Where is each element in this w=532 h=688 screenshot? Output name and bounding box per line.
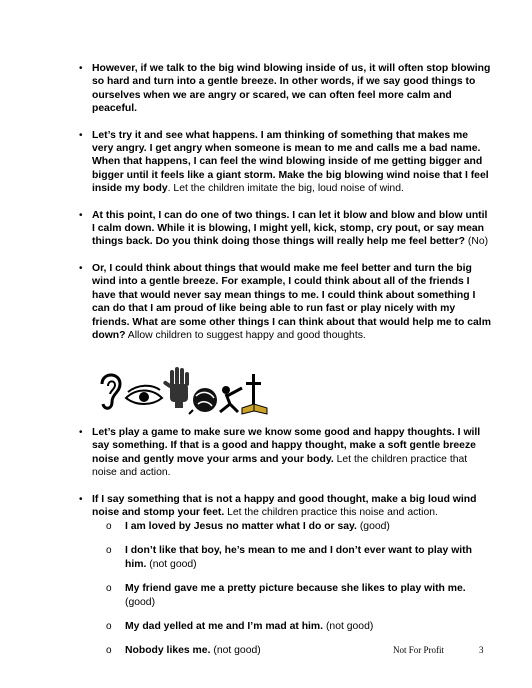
bullet-normal-text: Allow children to suggest happy and good thoughts. <box>125 329 366 341</box>
bible-cross-icon <box>242 374 267 414</box>
bullet-item <box>79 62 492 116</box>
sub-list-item <box>106 544 495 571</box>
bullet-dot: • <box>79 262 83 274</box>
bullet-normal-text: (No) <box>464 236 489 248</box>
sub-bold-text: My friend gave me a pretty picture because she likes to play with me. <box>125 583 466 595</box>
bullet-dot: • <box>79 493 83 505</box>
bullet-bold-text: At this point, I can do one of two things. I can let it blow and blow and blow until I calm down. While it is blowing, I might yell, kick, stomp, cry pout, or say mean things back. Do you think doing those things will really help me feel better? <box>92 209 488 248</box>
bullet-normal-text: Let the children practice this noise and action. <box>224 507 438 519</box>
bullet-bold-text: However, if we talk to the big wind blowing inside of us, it will often stop blowing so hard and turn into a gentle breeze. In other words, if we say good things to ourselves when we are angry or scared, we can often feel more calm and peaceful. <box>92 63 491 115</box>
ear-icon <box>102 375 120 408</box>
sub-bullet-circle: o <box>106 645 112 657</box>
bullet-item <box>79 129 492 196</box>
sub-bold-text: I am loved by Jesus no matter what I do or say. <box>125 521 357 532</box>
sub-bullet-circle: o <box>106 521 112 532</box>
sub-bullet-circle: o <box>106 545 112 557</box>
bullet-bold-text: Let’s play a game to make sure we know some good and happy thoughts. I will say something. If that is a good and happy thought, make a soft gentle breeze noise and gently move your arms and your body. <box>92 427 481 465</box>
sensory-icons-row <box>92 366 272 418</box>
sub-normal-text: (good) <box>125 596 156 608</box>
bullet-item <box>79 262 492 342</box>
bullet-dot: • <box>79 427 83 438</box>
sub-normal-text: (not good) <box>323 621 374 633</box>
sub-bold-text: My dad yelled at me and I’m mad at him. <box>125 621 324 633</box>
bullet-bold-text: If I say something that is not a happy and good thought, make a big loud wind noise and stomp your feet. <box>92 493 477 519</box>
bullet-dot: • <box>79 129 83 141</box>
bullet-dot: • <box>79 63 83 74</box>
bullet-normal-text: . Let the children imitate the big, loud noise of wind. <box>167 183 404 195</box>
bullet-list-game <box>79 426 492 532</box>
bullet-bold-text: Let’s try it and see what happens. I am thinking of something that makes me very angry. I get angry when someone is mean to me and calls me a bad name. When that happens, I can feel the wind blowing inside of me getting bigger and bigger until it feels like a giant storm. Make the big blowing wind noise that I feel inside my body <box>92 129 489 195</box>
sub-bold-text: I don’t like that boy, he’s mean to me and I don’t ever want to play with him. <box>125 545 472 570</box>
sub-list-item <box>106 582 495 609</box>
sub-bullet-circle: o <box>106 583 112 595</box>
sub-list-item <box>106 520 495 533</box>
bullet-item <box>79 426 492 480</box>
bullet-bold-text: Or, I could think about things that would make me feel better and turn the big wind into a gentle breeze. For example, I could think about all of the friends I have that would never say mean things to me. I could think about something I can do that I am proud of like being able to run fast or play nicely with my friends. What are some other things I can think about that would help me to calm down? <box>92 262 491 341</box>
bullet-item <box>79 209 492 249</box>
hand-icon <box>163 367 189 408</box>
eye-icon <box>126 386 162 404</box>
bullet-dot: • <box>79 209 83 221</box>
sub-normal-text: (not good) <box>210 645 261 657</box>
stretching-person-icon <box>220 386 242 412</box>
bullet-normal-text: Let the children practice that noise and action. <box>92 453 468 479</box>
sub-normal-text: (not good) <box>146 558 197 570</box>
sub-bullet-circle: o <box>106 621 112 633</box>
footer-text: Not For Profit <box>393 645 445 655</box>
sub-normal-text: (good) <box>356 521 390 532</box>
page-number: 3 <box>479 645 484 655</box>
bullet-item <box>79 493 492 520</box>
head-icon <box>189 388 217 414</box>
bullet-list-top <box>79 62 492 355</box>
sub-bold-text: Nobody likes me. <box>125 645 211 657</box>
sub-list-item <box>106 620 495 633</box>
